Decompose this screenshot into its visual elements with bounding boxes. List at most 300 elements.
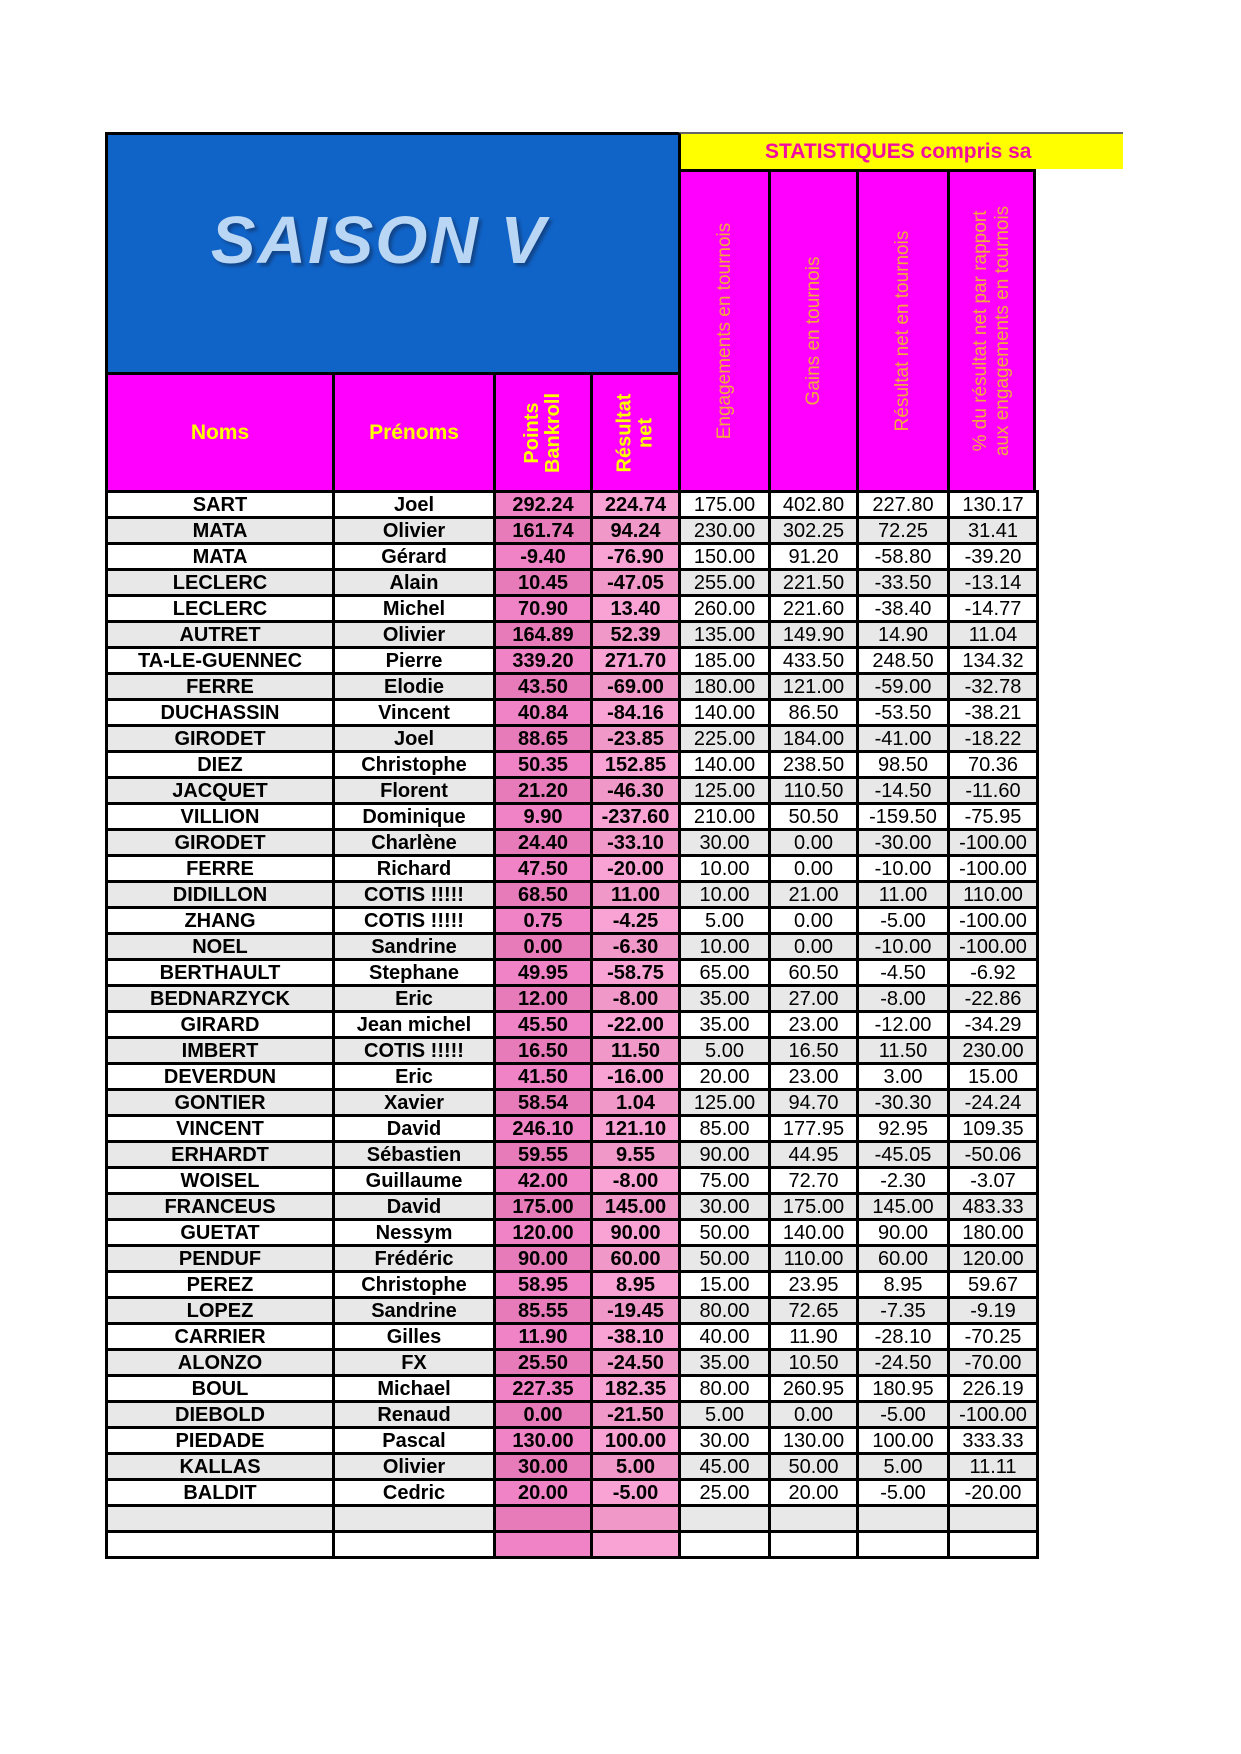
cell-resultat-net-tournois[interactable]: -5.00 <box>858 1402 949 1428</box>
cell-points-bankroll[interactable]: 59.55 <box>495 1142 592 1168</box>
cell-gains[interactable]: 0.00 <box>770 1402 858 1428</box>
header-points-bankroll[interactable] <box>493 375 590 490</box>
cell-prenoms[interactable]: Olivier <box>334 622 495 648</box>
cell-resultat-net-tournois[interactable]: -41.00 <box>858 726 949 752</box>
cell-points-bankroll[interactable]: 88.65 <box>495 726 592 752</box>
cell-resultat-net-tournois[interactable]: -4.50 <box>858 960 949 986</box>
cell-noms[interactable]: NOEL <box>107 934 334 960</box>
cell-points-bankroll[interactable]: 47.50 <box>495 856 592 882</box>
cell-prenoms[interactable]: Sébastien <box>334 1142 495 1168</box>
cell-pct-resultat[interactable]: 120.00 <box>949 1246 1038 1272</box>
cell-prenoms[interactable]: Michael <box>334 1376 495 1402</box>
cell-gains[interactable]: 86.50 <box>770 700 858 726</box>
cell-gains[interactable]: 50.50 <box>770 804 858 830</box>
cell-noms[interactable]: GIRODET <box>107 726 334 752</box>
cell-prenoms[interactable]: Charlène <box>334 830 495 856</box>
cell-resultat-net[interactable]: 1.04 <box>592 1090 680 1116</box>
cell-points-bankroll[interactable]: 41.50 <box>495 1064 592 1090</box>
cell-resultat-net-tournois[interactable]: -30.00 <box>858 830 949 856</box>
header-noms[interactable] <box>105 375 332 490</box>
cell-resultat-net-tournois[interactable]: -30.30 <box>858 1090 949 1116</box>
cell-prenoms[interactable]: Christophe <box>334 752 495 778</box>
cell-gains[interactable]: 91.20 <box>770 544 858 570</box>
cell-noms[interactable]: ZHANG <box>107 908 334 934</box>
cell-resultat-net-tournois[interactable]: 100.00 <box>858 1428 949 1454</box>
cell-resultat-net-tournois[interactable]: 180.95 <box>858 1376 949 1402</box>
cell-noms[interactable]: FERRE <box>107 856 334 882</box>
cell-resultat-net[interactable]: 52.39 <box>592 622 680 648</box>
statistics-banner[interactable] <box>678 132 1123 169</box>
cell-points-bankroll[interactable]: 161.74 <box>495 518 592 544</box>
cell-points-bankroll[interactable]: 58.95 <box>495 1272 592 1298</box>
cell-pct-resultat[interactable]: 483.33 <box>949 1194 1038 1220</box>
cell-points-bankroll[interactable]: 70.90 <box>495 596 592 622</box>
cell-noms[interactable]: VILLION <box>107 804 334 830</box>
cell-pct-resultat[interactable]: 15.00 <box>949 1064 1038 1090</box>
cell-pct-resultat[interactable]: -70.00 <box>949 1350 1038 1376</box>
cell-points-bankroll[interactable]: 11.90 <box>495 1324 592 1350</box>
cell-points-bankroll[interactable]: 50.35 <box>495 752 592 778</box>
cell-prenoms[interactable]: Joel <box>334 726 495 752</box>
header-resultat-net[interactable] <box>590 375 678 490</box>
cell-gains[interactable]: 110.00 <box>770 1246 858 1272</box>
cell-prenoms[interactable]: Eric <box>334 1064 495 1090</box>
cell-resultat-net-tournois[interactable]: -59.00 <box>858 674 949 700</box>
cell-points-bankroll[interactable] <box>495 1506 592 1532</box>
cell-engagements[interactable]: 10.00 <box>680 934 770 960</box>
cell-resultat-net-tournois[interactable]: 11.00 <box>858 882 949 908</box>
cell-resultat-net[interactable]: -16.00 <box>592 1064 680 1090</box>
cell-resultat-net[interactable]: 13.40 <box>592 596 680 622</box>
cell-pct-resultat[interactable]: 70.36 <box>949 752 1038 778</box>
header-resultat-net-tournois[interactable] <box>856 169 947 490</box>
cell-points-bankroll[interactable]: 25.50 <box>495 1350 592 1376</box>
cell-gains[interactable]: 110.50 <box>770 778 858 804</box>
cell-noms[interactable]: CARRIER <box>107 1324 334 1350</box>
cell-resultat-net[interactable]: 5.00 <box>592 1454 680 1480</box>
cell-pct-resultat[interactable]: 226.19 <box>949 1376 1038 1402</box>
cell-gains[interactable]: 184.00 <box>770 726 858 752</box>
cell-resultat-net-tournois[interactable]: -10.00 <box>858 856 949 882</box>
cell-pct-resultat[interactable]: 333.33 <box>949 1428 1038 1454</box>
cell-noms[interactable]: BERTHAULT <box>107 960 334 986</box>
cell-prenoms[interactable]: Pierre <box>334 648 495 674</box>
cell-gains[interactable]: 238.50 <box>770 752 858 778</box>
cell-resultat-net[interactable]: -8.00 <box>592 1168 680 1194</box>
cell-engagements[interactable]: 140.00 <box>680 700 770 726</box>
cell-resultat-net-tournois[interactable]: 227.80 <box>858 492 949 518</box>
cell-noms[interactable]: DIEBOLD <box>107 1402 334 1428</box>
cell-engagements[interactable]: 75.00 <box>680 1168 770 1194</box>
cell-gains[interactable]: 177.95 <box>770 1116 858 1142</box>
cell-gains[interactable]: 149.90 <box>770 622 858 648</box>
cell-resultat-net[interactable]: 271.70 <box>592 648 680 674</box>
cell-points-bankroll[interactable]: 20.00 <box>495 1480 592 1506</box>
cell-resultat-net[interactable]: 9.55 <box>592 1142 680 1168</box>
cell-points-bankroll[interactable]: 9.90 <box>495 804 592 830</box>
header-gains[interactable] <box>768 169 856 490</box>
cell-resultat-net[interactable]: -38.10 <box>592 1324 680 1350</box>
cell-resultat-net[interactable]: -5.00 <box>592 1480 680 1506</box>
cell-pct-resultat[interactable]: 134.32 <box>949 648 1038 674</box>
cell-points-bankroll[interactable]: 175.00 <box>495 1194 592 1220</box>
cell-resultat-net-tournois[interactable]: -58.80 <box>858 544 949 570</box>
cell-engagements[interactable]: 180.00 <box>680 674 770 700</box>
cell-points-bankroll[interactable]: 85.55 <box>495 1298 592 1324</box>
cell-gains[interactable]: 10.50 <box>770 1350 858 1376</box>
cell-engagements[interactable]: 30.00 <box>680 1428 770 1454</box>
cell-resultat-net-tournois[interactable]: -5.00 <box>858 1480 949 1506</box>
cell-engagements[interactable]: 135.00 <box>680 622 770 648</box>
cell-noms[interactable]: PENDUF <box>107 1246 334 1272</box>
cell-points-bankroll[interactable]: 30.00 <box>495 1454 592 1480</box>
cell-noms[interactable]: DIDILLON <box>107 882 334 908</box>
cell-noms[interactable]: BOUL <box>107 1376 334 1402</box>
cell-pct-resultat[interactable]: -100.00 <box>949 1402 1038 1428</box>
cell-resultat-net-tournois[interactable]: 92.95 <box>858 1116 949 1142</box>
cell-prenoms[interactable]: Michel <box>334 596 495 622</box>
cell-engagements[interactable]: 50.00 <box>680 1220 770 1246</box>
cell-gains[interactable]: 221.50 <box>770 570 858 596</box>
cell-points-bankroll[interactable]: 49.95 <box>495 960 592 986</box>
cell-resultat-net-tournois[interactable]: 14.90 <box>858 622 949 648</box>
cell-noms[interactable]: LECLERC <box>107 596 334 622</box>
cell-engagements[interactable]: 230.00 <box>680 518 770 544</box>
cell-pct-resultat[interactable]: -18.22 <box>949 726 1038 752</box>
cell-resultat-net[interactable]: -47.05 <box>592 570 680 596</box>
cell-prenoms[interactable]: COTIS !!!!! <box>334 1038 495 1064</box>
header-pct-resultat[interactable] <box>947 169 1036 490</box>
cell-resultat-net[interactable]: -8.00 <box>592 986 680 1012</box>
cell-resultat-net[interactable]: 94.24 <box>592 518 680 544</box>
cell-resultat-net-tournois[interactable]: -10.00 <box>858 934 949 960</box>
cell-resultat-net-tournois[interactable]: -5.00 <box>858 908 949 934</box>
cell-noms[interactable]: KALLAS <box>107 1454 334 1480</box>
cell-engagements[interactable]: 35.00 <box>680 1350 770 1376</box>
cell-engagements[interactable]: 210.00 <box>680 804 770 830</box>
season-title-block[interactable] <box>105 132 678 375</box>
cell-resultat-net-tournois[interactable] <box>858 1506 949 1532</box>
cell-prenoms[interactable]: Olivier <box>334 518 495 544</box>
cell-prenoms[interactable]: COTIS !!!!! <box>334 908 495 934</box>
cell-points-bankroll[interactable]: 164.89 <box>495 622 592 648</box>
cell-prenoms[interactable]: Cedric <box>334 1480 495 1506</box>
cell-noms[interactable]: GONTIER <box>107 1090 334 1116</box>
cell-noms[interactable]: AUTRET <box>107 622 334 648</box>
cell-noms[interactable]: BALDIT <box>107 1480 334 1506</box>
cell-gains[interactable]: 0.00 <box>770 934 858 960</box>
cell-pct-resultat[interactable]: -13.14 <box>949 570 1038 596</box>
cell-pct-resultat[interactable]: -22.86 <box>949 986 1038 1012</box>
cell-engagements[interactable]: 125.00 <box>680 1090 770 1116</box>
cell-prenoms[interactable]: Nessym <box>334 1220 495 1246</box>
cell-gains[interactable]: 23.00 <box>770 1012 858 1038</box>
cell-noms[interactable]: SART <box>107 492 334 518</box>
cell-gains[interactable]: 21.00 <box>770 882 858 908</box>
cell-resultat-net[interactable]: -58.75 <box>592 960 680 986</box>
cell-prenoms[interactable]: Sandrine <box>334 1298 495 1324</box>
cell-resultat-net-tournois[interactable]: 145.00 <box>858 1194 949 1220</box>
cell-resultat-net[interactable]: -4.25 <box>592 908 680 934</box>
cell-resultat-net[interactable]: -24.50 <box>592 1350 680 1376</box>
cell-resultat-net[interactable]: -46.30 <box>592 778 680 804</box>
cell-resultat-net[interactable]: -76.90 <box>592 544 680 570</box>
cell-points-bankroll[interactable]: 21.20 <box>495 778 592 804</box>
cell-noms[interactable]: MATA <box>107 544 334 570</box>
cell-pct-resultat[interactable]: -3.07 <box>949 1168 1038 1194</box>
cell-gains[interactable]: 0.00 <box>770 856 858 882</box>
cell-pct-resultat[interactable]: -34.29 <box>949 1012 1038 1038</box>
cell-engagements[interactable]: 5.00 <box>680 908 770 934</box>
cell-noms[interactable]: PEREZ <box>107 1272 334 1298</box>
cell-engagements[interactable]: 85.00 <box>680 1116 770 1142</box>
cell-prenoms[interactable]: Olivier <box>334 1454 495 1480</box>
cell-resultat-net-tournois[interactable]: 98.50 <box>858 752 949 778</box>
cell-engagements[interactable]: 175.00 <box>680 492 770 518</box>
cell-pct-resultat[interactable]: 230.00 <box>949 1038 1038 1064</box>
cell-resultat-net[interactable]: 121.10 <box>592 1116 680 1142</box>
cell-noms[interactable]: WOISEL <box>107 1168 334 1194</box>
cell-points-bankroll[interactable]: 292.24 <box>495 492 592 518</box>
cell-prenoms[interactable]: Christophe <box>334 1272 495 1298</box>
cell-noms[interactable]: MATA <box>107 518 334 544</box>
cell-pct-resultat[interactable] <box>949 1532 1038 1558</box>
cell-engagements[interactable]: 255.00 <box>680 570 770 596</box>
cell-prenoms[interactable]: Joel <box>334 492 495 518</box>
cell-gains[interactable]: 60.50 <box>770 960 858 986</box>
cell-prenoms[interactable]: Xavier <box>334 1090 495 1116</box>
cell-resultat-net[interactable]: 100.00 <box>592 1428 680 1454</box>
cell-resultat-net[interactable]: -22.00 <box>592 1012 680 1038</box>
cell-engagements[interactable]: 80.00 <box>680 1376 770 1402</box>
cell-pct-resultat[interactable]: -9.19 <box>949 1298 1038 1324</box>
cell-points-bankroll[interactable]: 90.00 <box>495 1246 592 1272</box>
cell-resultat-net-tournois[interactable]: -38.40 <box>858 596 949 622</box>
cell-noms[interactable] <box>107 1532 334 1558</box>
cell-prenoms[interactable]: Eric <box>334 986 495 1012</box>
cell-gains[interactable]: 221.60 <box>770 596 858 622</box>
cell-prenoms[interactable]: Elodie <box>334 674 495 700</box>
cell-gains[interactable]: 302.25 <box>770 518 858 544</box>
cell-points-bankroll[interactable]: -9.40 <box>495 544 592 570</box>
cell-pct-resultat[interactable]: -24.24 <box>949 1090 1038 1116</box>
cell-prenoms[interactable]: Renaud <box>334 1402 495 1428</box>
cell-pct-resultat[interactable]: -6.92 <box>949 960 1038 986</box>
cell-pct-resultat[interactable]: -11.60 <box>949 778 1038 804</box>
cell-resultat-net[interactable]: 60.00 <box>592 1246 680 1272</box>
cell-engagements[interactable]: 25.00 <box>680 1480 770 1506</box>
cell-resultat-net-tournois[interactable]: -28.10 <box>858 1324 949 1350</box>
cell-pct-resultat[interactable]: 180.00 <box>949 1220 1038 1246</box>
cell-pct-resultat[interactable]: -100.00 <box>949 856 1038 882</box>
cell-gains[interactable]: 23.95 <box>770 1272 858 1298</box>
cell-noms[interactable]: PIEDADE <box>107 1428 334 1454</box>
cell-engagements[interactable]: 125.00 <box>680 778 770 804</box>
cell-points-bankroll[interactable]: 0.75 <box>495 908 592 934</box>
cell-engagements[interactable]: 45.00 <box>680 1454 770 1480</box>
cell-engagements[interactable]: 35.00 <box>680 986 770 1012</box>
cell-prenoms[interactable] <box>334 1532 495 1558</box>
cell-resultat-net-tournois[interactable]: -2.30 <box>858 1168 949 1194</box>
cell-resultat-net[interactable]: -6.30 <box>592 934 680 960</box>
cell-noms[interactable]: GIRODET <box>107 830 334 856</box>
cell-gains[interactable]: 402.80 <box>770 492 858 518</box>
cell-prenoms[interactable]: Stephane <box>334 960 495 986</box>
cell-engagements[interactable] <box>680 1532 770 1558</box>
cell-engagements[interactable]: 225.00 <box>680 726 770 752</box>
cell-prenoms[interactable]: Jean michel <box>334 1012 495 1038</box>
cell-resultat-net-tournois[interactable] <box>858 1532 949 1558</box>
cell-pct-resultat[interactable]: 130.17 <box>949 492 1038 518</box>
cell-noms[interactable]: DIEZ <box>107 752 334 778</box>
cell-pct-resultat[interactable]: -100.00 <box>949 908 1038 934</box>
cell-noms[interactable]: DEVERDUN <box>107 1064 334 1090</box>
cell-prenoms[interactable]: Dominique <box>334 804 495 830</box>
cell-resultat-net-tournois[interactable]: -14.50 <box>858 778 949 804</box>
header-prenoms[interactable] <box>332 375 493 490</box>
cell-points-bankroll[interactable]: 10.45 <box>495 570 592 596</box>
cell-resultat-net-tournois[interactable]: 248.50 <box>858 648 949 674</box>
cell-resultat-net[interactable]: 90.00 <box>592 1220 680 1246</box>
cell-points-bankroll[interactable]: 68.50 <box>495 882 592 908</box>
cell-prenoms[interactable]: Vincent <box>334 700 495 726</box>
cell-resultat-net[interactable]: 145.00 <box>592 1194 680 1220</box>
cell-prenoms[interactable]: Frédéric <box>334 1246 495 1272</box>
cell-resultat-net[interactable]: 224.74 <box>592 492 680 518</box>
cell-noms[interactable]: BEDNARZYCK <box>107 986 334 1012</box>
cell-resultat-net[interactable]: 152.85 <box>592 752 680 778</box>
cell-noms[interactable]: LECLERC <box>107 570 334 596</box>
header-engagements[interactable] <box>678 169 768 490</box>
cell-gains[interactable]: 0.00 <box>770 830 858 856</box>
cell-resultat-net-tournois[interactable]: 11.50 <box>858 1038 949 1064</box>
cell-engagements[interactable]: 30.00 <box>680 830 770 856</box>
cell-pct-resultat[interactable]: 11.11 <box>949 1454 1038 1480</box>
cell-gains[interactable]: 23.00 <box>770 1064 858 1090</box>
cell-gains[interactable]: 175.00 <box>770 1194 858 1220</box>
cell-engagements[interactable]: 260.00 <box>680 596 770 622</box>
cell-resultat-net-tournois[interactable]: -33.50 <box>858 570 949 596</box>
cell-resultat-net[interactable]: 11.50 <box>592 1038 680 1064</box>
cell-prenoms[interactable]: Gérard <box>334 544 495 570</box>
cell-resultat-net-tournois[interactable]: -159.50 <box>858 804 949 830</box>
cell-prenoms[interactable]: Sandrine <box>334 934 495 960</box>
cell-points-bankroll[interactable]: 227.35 <box>495 1376 592 1402</box>
cell-resultat-net-tournois[interactable]: 5.00 <box>858 1454 949 1480</box>
cell-gains[interactable]: 260.95 <box>770 1376 858 1402</box>
cell-points-bankroll[interactable]: 42.00 <box>495 1168 592 1194</box>
cell-noms[interactable]: IMBERT <box>107 1038 334 1064</box>
cell-resultat-net[interactable]: 182.35 <box>592 1376 680 1402</box>
cell-gains[interactable]: 130.00 <box>770 1428 858 1454</box>
cell-noms[interactable]: DUCHASSIN <box>107 700 334 726</box>
cell-resultat-net[interactable]: -20.00 <box>592 856 680 882</box>
cell-pct-resultat[interactable]: -32.78 <box>949 674 1038 700</box>
cell-resultat-net-tournois[interactable]: -7.35 <box>858 1298 949 1324</box>
cell-pct-resultat[interactable]: -70.25 <box>949 1324 1038 1350</box>
cell-prenoms[interactable]: Richard <box>334 856 495 882</box>
cell-noms[interactable]: LOPEZ <box>107 1298 334 1324</box>
cell-pct-resultat[interactable]: 11.04 <box>949 622 1038 648</box>
cell-points-bankroll[interactable]: 246.10 <box>495 1116 592 1142</box>
cell-engagements[interactable]: 15.00 <box>680 1272 770 1298</box>
cell-noms[interactable]: FRANCEUS <box>107 1194 334 1220</box>
cell-engagements[interactable]: 65.00 <box>680 960 770 986</box>
cell-gains[interactable]: 50.00 <box>770 1454 858 1480</box>
cell-resultat-net-tournois[interactable]: -53.50 <box>858 700 949 726</box>
cell-pct-resultat[interactable]: -38.21 <box>949 700 1038 726</box>
cell-gains[interactable]: 94.70 <box>770 1090 858 1116</box>
cell-engagements[interactable]: 150.00 <box>680 544 770 570</box>
cell-resultat-net-tournois[interactable]: 72.25 <box>858 518 949 544</box>
cell-engagements[interactable]: 10.00 <box>680 856 770 882</box>
cell-pct-resultat[interactable]: -14.77 <box>949 596 1038 622</box>
cell-points-bankroll[interactable]: 16.50 <box>495 1038 592 1064</box>
cell-gains[interactable]: 72.70 <box>770 1168 858 1194</box>
cell-gains[interactable]: 121.00 <box>770 674 858 700</box>
cell-noms[interactable]: JACQUET <box>107 778 334 804</box>
cell-noms[interactable] <box>107 1506 334 1532</box>
cell-prenoms[interactable]: Pascal <box>334 1428 495 1454</box>
cell-pct-resultat[interactable]: -100.00 <box>949 934 1038 960</box>
cell-engagements[interactable]: 20.00 <box>680 1064 770 1090</box>
cell-prenoms[interactable]: David <box>334 1194 495 1220</box>
cell-noms[interactable]: GIRARD <box>107 1012 334 1038</box>
cell-pct-resultat[interactable]: 59.67 <box>949 1272 1038 1298</box>
cell-engagements[interactable]: 40.00 <box>680 1324 770 1350</box>
cell-points-bankroll[interactable]: 0.00 <box>495 1402 592 1428</box>
cell-engagements[interactable] <box>680 1506 770 1532</box>
cell-resultat-net[interactable]: -33.10 <box>592 830 680 856</box>
cell-resultat-net-tournois[interactable]: -8.00 <box>858 986 949 1012</box>
cell-engagements[interactable]: 35.00 <box>680 1012 770 1038</box>
cell-resultat-net[interactable]: 8.95 <box>592 1272 680 1298</box>
cell-points-bankroll[interactable]: 0.00 <box>495 934 592 960</box>
cell-noms[interactable]: ERHARDT <box>107 1142 334 1168</box>
cell-resultat-net[interactable]: -19.45 <box>592 1298 680 1324</box>
cell-resultat-net[interactable] <box>592 1532 680 1558</box>
cell-noms[interactable]: VINCENT <box>107 1116 334 1142</box>
cell-noms[interactable]: GUETAT <box>107 1220 334 1246</box>
cell-engagements[interactable]: 185.00 <box>680 648 770 674</box>
cell-gains[interactable]: 433.50 <box>770 648 858 674</box>
cell-points-bankroll[interactable]: 43.50 <box>495 674 592 700</box>
cell-resultat-net-tournois[interactable]: 60.00 <box>858 1246 949 1272</box>
cell-noms[interactable]: ALONZO <box>107 1350 334 1376</box>
cell-prenoms[interactable]: Guillaume <box>334 1168 495 1194</box>
cell-pct-resultat[interactable]: 110.00 <box>949 882 1038 908</box>
cell-pct-resultat[interactable]: 109.35 <box>949 1116 1038 1142</box>
cell-resultat-net[interactable]: -23.85 <box>592 726 680 752</box>
cell-gains[interactable]: 72.65 <box>770 1298 858 1324</box>
cell-prenoms[interactable]: Florent <box>334 778 495 804</box>
cell-pct-resultat[interactable]: -75.95 <box>949 804 1038 830</box>
cell-engagements[interactable]: 140.00 <box>680 752 770 778</box>
cell-resultat-net[interactable]: -84.16 <box>592 700 680 726</box>
cell-resultat-net-tournois[interactable]: -12.00 <box>858 1012 949 1038</box>
cell-resultat-net[interactable]: -237.60 <box>592 804 680 830</box>
cell-points-bankroll[interactable]: 24.40 <box>495 830 592 856</box>
cell-pct-resultat[interactable]: -20.00 <box>949 1480 1038 1506</box>
cell-gains[interactable]: 11.90 <box>770 1324 858 1350</box>
cell-engagements[interactable]: 5.00 <box>680 1402 770 1428</box>
cell-engagements[interactable]: 5.00 <box>680 1038 770 1064</box>
cell-noms[interactable]: TA-LE-GUENNEC <box>107 648 334 674</box>
cell-pct-resultat[interactable]: 31.41 <box>949 518 1038 544</box>
cell-prenoms[interactable]: FX <box>334 1350 495 1376</box>
cell-resultat-net-tournois[interactable]: -24.50 <box>858 1350 949 1376</box>
cell-resultat-net-tournois[interactable]: -45.05 <box>858 1142 949 1168</box>
